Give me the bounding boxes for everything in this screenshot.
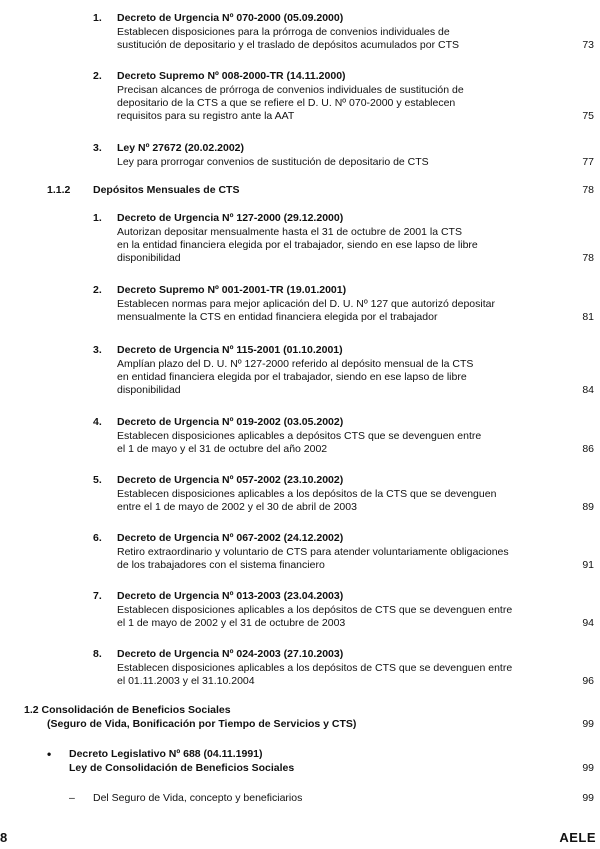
item-title: Decreto de Urgencia Nº 070-2000 (05.09.2000) — [117, 12, 344, 24]
item-title: Decreto de Urgencia Nº 115-2001 (01.10.2001) — [117, 344, 343, 356]
item-title: Decreto de Urgencia Nº 127-2000 (29.12.2000) — [117, 212, 344, 224]
page-number: 86 — [582, 443, 594, 455]
page-number: 91 — [582, 559, 594, 571]
description-line: sustitución de depositario y el traslado de depósitos acumulados por CTS — [117, 39, 460, 51]
page-number: 96 — [582, 675, 594, 687]
description-line: el 01.11.2003 y el 31.10.2004 — [117, 675, 255, 687]
description-line: de los trabajadores con el sistema financiero — [117, 559, 325, 571]
section-number: 1.1.2 — [47, 184, 71, 196]
description-line: Establecen disposiciones aplicables a los depósitos de CTS que se devenguen entre — [117, 604, 513, 616]
description-line: disponibilidad — [117, 252, 181, 264]
item-number: 5. — [93, 474, 102, 486]
description-line: Establecen normas para mejor aplicación del D. U. Nº 127 que autorizó depositar — [117, 298, 495, 310]
description-line: Autorizan depositar mensualmente hasta el 31 de octubre de 2001 la CTS — [117, 226, 462, 238]
page-number: 75 — [582, 110, 594, 122]
page-number: 77 — [582, 156, 594, 168]
item-number: 3. — [93, 344, 102, 356]
description-line: el 1 de mayo de 2002 y el 31 de octubre de 2003 — [117, 617, 346, 629]
item-description — [117, 604, 577, 630]
description-line: Retiro extraordinario y voluntario de CTS para atender voluntariamente obligaciones — [117, 546, 509, 558]
publisher-logo: AELE — [559, 830, 596, 845]
item-number: 1. — [93, 212, 102, 224]
item-description — [117, 156, 577, 169]
page-number: 99 — [582, 792, 594, 804]
item-title: Decreto Supremo Nº 008-2000-TR (14.11.2000) — [117, 70, 346, 82]
page-number: 81 — [582, 311, 594, 323]
item-description — [117, 226, 577, 265]
description-line: Ley para prorrogar convenios de sustitución de depositario de CTS — [117, 156, 429, 168]
page-number: 78 — [582, 252, 594, 264]
item-text: Del Seguro de Vida, concepto y beneficiarios — [93, 792, 303, 804]
page-number: 99 — [582, 762, 594, 774]
description-line: Precisan alcances de prórroga de convenios individuales de sustitución de — [117, 84, 464, 96]
section-title-line1: 1.2 Consolidación de Beneficios Sociales — [24, 704, 231, 716]
item-description — [117, 662, 577, 688]
section-title: Depósitos Mensuales de CTS — [93, 184, 240, 196]
item-title: Decreto de Urgencia Nº 013-2003 (23.04.2003) — [117, 590, 344, 602]
page-number: 89 — [582, 501, 594, 513]
item-title: Decreto Legislativo Nº 688 (04.11.1991) — [69, 748, 263, 760]
item-description — [117, 488, 577, 514]
item-description — [117, 358, 577, 397]
item-description — [117, 84, 577, 123]
page-number: 78 — [582, 184, 594, 196]
item-subtitle: Ley de Consolidación de Beneficios Sociales — [69, 762, 295, 774]
item-description — [117, 26, 577, 52]
description-line: Establecen disposiciones para la prórroga de convenios individuales de — [117, 26, 450, 38]
item-number: 7. — [93, 590, 102, 602]
section-title-line2: (Seguro de Vida, Bonificación por Tiempo de Servicios y CTS) — [47, 718, 357, 730]
item-title: Ley Nº 27672 (20.02.2002) — [117, 142, 245, 154]
item-title: Decreto de Urgencia Nº 024-2003 (27.10.2003) — [117, 648, 344, 660]
description-line: requisitos para su registro ante la AAT — [117, 110, 295, 122]
item-number: 8. — [93, 648, 102, 660]
description-line: Establecen disposiciones aplicables a depósitos CTS que se devenguen entre — [117, 430, 482, 442]
description-line: Amplían plazo del D. U. Nº 127-2000 referido al depósito mensual de la CTS — [117, 358, 474, 370]
item-title: Decreto de Urgencia Nº 057-2002 (23.10.2002) — [117, 474, 344, 486]
description-line: Establecen disposiciones aplicables a los depósitos de la CTS que se devenguen — [117, 488, 497, 500]
item-number: 2. — [93, 70, 102, 82]
item-description — [117, 430, 577, 456]
item-title: Decreto Supremo Nº 001-2001-TR (19.01.2001) — [117, 284, 347, 296]
page-number: 94 — [582, 617, 594, 629]
description-line: depositario de la CTS a que se refiere el D. U. Nº 070-2000 y establecen — [117, 97, 456, 109]
description-line: en entidad financiera elegida por el trabajador, siendo en ese lapso de libre — [117, 371, 467, 383]
description-line: en la entidad financiera elegida por el trabajador, siendo en ese lapso de libre — [117, 239, 478, 251]
item-title: Decreto de Urgencia Nº 067-2002 (24.12.2002) — [117, 532, 344, 544]
dash-icon: – — [69, 792, 75, 804]
description-line: el 1 de mayo y el 31 de octubre del año 2002 — [117, 443, 328, 455]
item-number: 1. — [93, 12, 102, 24]
item-description — [117, 298, 577, 324]
item-title: Decreto de Urgencia Nº 019-2002 (03.05.2002) — [117, 416, 344, 428]
page-number: 99 — [582, 718, 594, 730]
description-line: Establecen disposiciones aplicables a los depósitos de CTS que se devenguen entre — [117, 662, 513, 674]
item-description — [117, 546, 577, 572]
item-number: 2. — [93, 284, 102, 296]
item-number: 6. — [93, 532, 102, 544]
description-line: entre el 1 de mayo de 2002 y el 30 de abril de 2003 — [117, 501, 357, 513]
description-line: disponibilidad — [117, 384, 181, 396]
item-number: 4. — [93, 416, 102, 428]
description-line: mensualmente la CTS en entidad financiera elegida por el trabajador — [117, 311, 438, 323]
footer-page-number: 8 — [0, 830, 8, 845]
page-number: 73 — [582, 39, 594, 51]
bullet-icon: • — [47, 747, 52, 761]
item-number: 3. — [93, 142, 102, 154]
page-number: 84 — [582, 384, 594, 396]
